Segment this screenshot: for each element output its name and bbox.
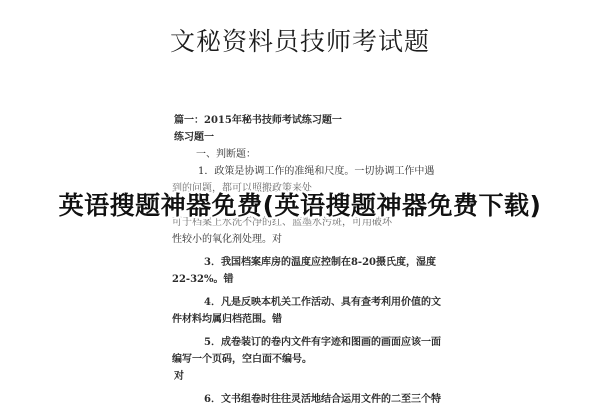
document-body bbox=[172, 112, 462, 408]
question-line: 可于档案上水洗不净的红、蓝墨水污斑，可用破坏 bbox=[172, 217, 392, 228]
section-heading: 篇一：2015年秘书技师考试练习题一 bbox=[174, 115, 342, 126]
exercise-heading: 练习题一 bbox=[174, 132, 214, 143]
answer-line: 对 bbox=[174, 371, 184, 382]
question-type-heading: 一、判断题： bbox=[196, 149, 256, 160]
question-line: 到的问题，都可以照搬政策来处 bbox=[172, 183, 312, 194]
question-line: 编写一个页码，空白面不编号。 bbox=[172, 354, 312, 365]
overlay-banner-title: 英语搜题神器免费(英语搜题神器免费下载) bbox=[58, 191, 542, 220]
question-line: 6．文书组卷时往往灵活地结合运用文件的二至三个特 bbox=[204, 394, 441, 405]
question-line: 4．凡是反映本机关工作活动、具有查考利用价值的文 bbox=[204, 297, 441, 308]
question-line: 3．我国档案库房的温度应控制在8-20摄氏度，湿度 bbox=[204, 257, 436, 268]
question-line: 件材料均属归档范围。错 bbox=[172, 314, 282, 325]
question-line: 性较小的氧化剂处理。对 bbox=[172, 234, 282, 245]
document-title: 文秘资料员技师考试题 bbox=[169, 27, 430, 56]
question-line: 22-32%。错 bbox=[172, 274, 234, 285]
question-line: 1．政策是协调工作的准绳和尺度。一切协调工作中遇 bbox=[198, 166, 435, 177]
question-line: 5．成卷装订的卷内文件有字迹和图画的画面应该一面 bbox=[204, 337, 441, 348]
